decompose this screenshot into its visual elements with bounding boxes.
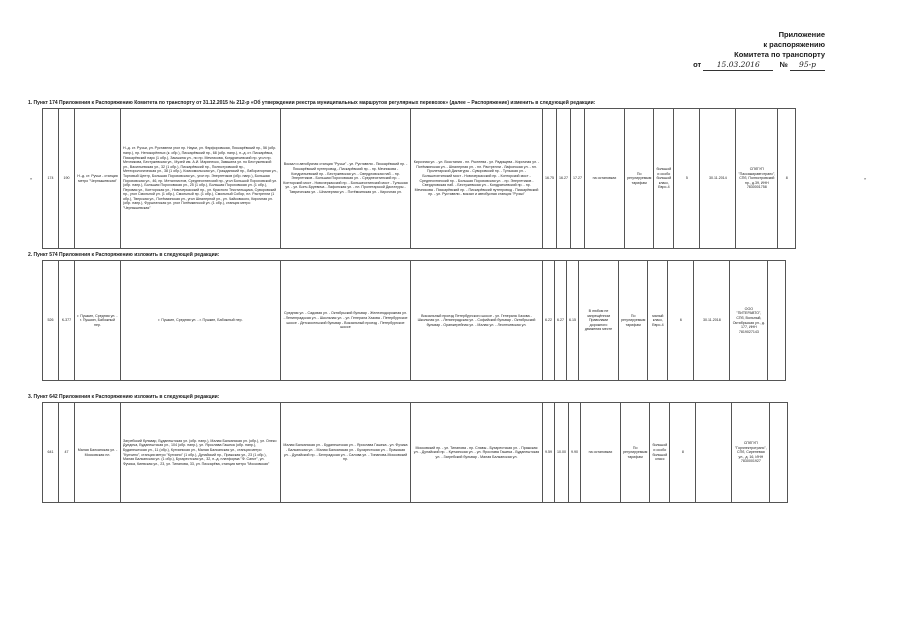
section-2-table [42,260,786,381]
document-header [693,30,825,71]
cell-12: большой и особо большой класс, Евро-4 [654,109,674,249]
cell-4: Загребский бульвар, Будапештская ул. (обр. напр.), Малая Балканская ул. (обр.), ул. Олеко Дундича, Будапештская ул., 104 (обр. напр.), ул. Ярослава Гашека (обр. напр.), Будапештская ул., 11 (обр.), Купчинская ул., Малая Балканская ул., станция метро "Купчино", станция метро "Купчино" (1 обр.), Дунайский пр., Пражская ул., 23 (1 обр.), Малая Балканская ул. (1 обр.), Бухарестская ул., 32, н.-д. платформа "Ф. Санкт", ул. Фучика, Киевская ул., 23, ул. Типанова, 33, ул. Пискарёва, станция метро "Московская" [121,403,281,503]
cell-4: г. Пушкин, Средняя ул. - г. Пушкин, Бабожный пер. [121,261,281,381]
section-2-title: 2. Пункт 574 Приложения к Распоряжению изложить в следующей редакции: [28,252,220,258]
cell-1: 174 [43,109,59,249]
cell-6: Вокзальный проезд Петербургского шоссе - ул. Генерала Хазова - Школьная ул. - Ленинградская ул. - Софийский бульвар - Октябрьский бульвар - Оранжерейная ул. - Малая ул. - Леонтьевская ул. [411,261,543,381]
cell-6: Московский пр. - ул. Типанова - пр. Славы - Бухарестская ул. - Пражская ул. - Дунайский пр. - Купчинская ул. - ул. Ярослава Гашека - Будапештская ул. - Загребский бульвар - Малая Балканская ул. [411,403,543,503]
cell-9: 17.27 [571,109,585,249]
cell-7: 9.59 [543,403,555,503]
cell-11: По регулируемым тарифам [619,261,648,381]
date-prefix: от [693,60,702,69]
cell-2: 47 [59,403,75,503]
section-3-title: 3. Пункт 642 Приложения к Распоряжению изложить в следующей редакции: [28,394,220,400]
cell-11: По регулируемым тарифам [625,109,654,249]
date-value: 15.03.2016 [703,60,773,71]
cell-8: 16.27 [557,109,571,249]
table-row [43,403,788,503]
cell-10: В любом не запрещённом Правилами дорожного движения месте [579,261,619,381]
section-1-table [42,108,796,249]
table-row [43,109,796,249]
cell-4: Н.-д. ст. Ручьи, ул. Руставели угол пр. Науки, ул. Фарфоровская, Пискарёвский пр., 56 (обр. напр.), пр. Непокорённых (к. обр.), Пискарёвский пр., 68 (обр. напр.), н.-д. ст. Пискарёвка, Пискарёвский парк (1 обр.), Замшина ул., по пр. Мечникова, Кондратьевский пр. угол пр. Мечникова, Бестужевская ул., Музей им. А.И. Маринеско, Замшина ул. по Бестужевской ул., Васильевская ул., 32 (1 обр.), Пискарёвский пр., Полюстровский пр., Метеорологическая ул., 38 (1 обр.), Комсомольская ул., Гражданский пр., Лабораторная ул., Торговый Центр, Большая Пороховская ул., угол пр. Энергетиков (обр. напр.), Большая Пороховская ул., 46, пр. Металлистов, Среднеохтинский пр., угол Большой Пороховской ул. (обр. напр.), Большая Пороховская ул., 25 (1 обр.), Большая Пороховская ул. (1 обр.), Перовая ул., Конторская ул., Новочеркасский пр., ул. Красного Текстильщика, Суворовский пр., угол Смольной ул. (1 обр.), Смольный пр. (1 обр.), Смольный Собор, пл. Растрелли (1 обр.), Тверская ул., Потёмкинская ул., угол Шпалерной ул., ул. Чайковского, Кирочная ул. (обр. напр.), Фурштатская ул. угол Потёмкинской ул. (1 обр.), станция метро "Чернышевская" [121,109,281,249]
cell-3: Н.-д. ст. Ручьи - станция метро "Чернышевская" [75,109,121,249]
cell-5: Вокзал и автобусная станция "Ручьи" - ул. Руставели - Пискарёвский пр. - Пискарёвский путепровод - Пискарёвский пр. - пр. Мечникова - Кондратьевский пр. - Бестужевская ул. - Свердловская наб. - пр. Энергетиков - Большая Пороховская ул. - Среднеохтинский пр. - Конторский мост - Новочеркасский пр. - Большеохтинский мост - Тульская ул. - ул. Бонч-Бруевича - Лафонская ул. - пл. Пролетарской Диктатуры - Таврическая ул. - Шпалерная ул. - Потёмкинская ул. - Кирочная ул. [281,109,411,249]
cell-13: 8 [670,403,696,503]
cell-3: г. Пушкин, Средняя ул. - г. Пушкин, Бабожный пер. [75,261,121,381]
cell-14: 30.11.2014 [700,109,736,249]
cell-9: 6.15 [567,261,579,381]
cell-14 [696,403,732,503]
cell-15: ООО "ПИТЕРАВТО", СПб, Вольный, Октябрьская ул., д. 177, ИНН 7819027143 [730,261,768,381]
cell-12: большой и особо большой класс [650,403,670,503]
cell-11: По регулируемым тарифам [621,403,650,503]
cell-16 [768,261,786,381]
cell-1: 526 [43,261,59,381]
cell-5: Средняя ул. - Садовая ул. - Октябрьский бульвар - Железнодорожная ул. - Ленинградская ул. - Школьная ул. - ул. Генерала Хазова - Петербургское шоссе - Детскосельский бульвар - Вокзальный проезд - Петербургское шоссе [281,261,411,381]
cell-15: СПбГУП "Пассажиравтотранс", СПб, Полюстровский пр., д.39, ИНН 7830001758 [736,109,778,249]
cell-8: 10.00 [555,403,569,503]
cell-14: 30.11.2018 [694,261,730,381]
cell-13: 5 [674,109,700,249]
right-quote-marker: » [864,176,867,181]
cell-2: К-377 [59,261,75,381]
cell-7: 16.75 [543,109,557,249]
cell-5: Малая Балканская ул. - Будапештская ул. - Ярослава Гашека - ул. Фучика - Балканская ул. - Малая Балканская ул. - Бухарестская ул. - Пражская ул. - Дунайский пр. - Белградская ул. - Салова ул. - Типанова-Московский пр. [281,403,411,503]
cell-10: на остановках [585,109,625,249]
cell-8: 6.27 [555,261,567,381]
section-1-title: 1. Пункт 174 Приложения к Распоряжению Комитета по транспорту от 31.12.2015 № 212-р «Об утверждении реестра муниципальных маршрутов регулярных перевозок» (далее – Распоряжение) изменить в следующей редакции: [28,100,596,106]
left-quote-marker: « [30,176,33,181]
cell-13: 6 [668,261,694,381]
cell-1: 641 [43,403,59,503]
number-value: 95-р [790,60,825,71]
cell-6: Кирочная ул. - ул. Восстания - пл. Рылеева - ул. Радищева - Кирочная ул. - Потёмкинская ул. - Шпалерная ул. - пл. Растрелли - Лафонская ул. - пл. Пролетарской Диктатуры - Суворовский пр. - Тульская ул. - Большеохтинский мост - Новочеркасский пр. - Конторский мост - Среднеохтинский пр. - Большая Пороховская ул. - пр. Энергетиков - Свердловская наб. - Бестужевская ул. - Кондратьевский пр. - пр. Мечникова - Пискарёвский пр. - Пискарёвский путепровод - Пискарёвский пр. - ул. Руставели - вокзал и автобусная станция "Ручьи" [411,109,543,249]
header-line2: к распоряжению [763,40,825,49]
cell-15: СПбГУП "Горэлектротранс", СПб, Сиреневая ул., д. 16, ИНН 7830001927 [732,403,770,503]
header-line3: Комитета по транспорту [734,50,825,59]
header-title: Приложение [778,30,825,39]
header-date-row [693,60,825,71]
cell-16: 8 [778,109,796,249]
cell-2: 190 [59,109,75,249]
cell-12: малый класс, Евро-4 [648,261,668,381]
cell-16 [770,403,788,503]
section-3-table [42,402,788,503]
table-row [43,261,786,381]
cell-9: 9.90 [569,403,581,503]
cell-10: на остановках [581,403,621,503]
cell-3: Малая Балканская ул. - Московская пл. [75,403,121,503]
cell-7: 6.22 [543,261,555,381]
number-prefix: № [779,60,788,69]
